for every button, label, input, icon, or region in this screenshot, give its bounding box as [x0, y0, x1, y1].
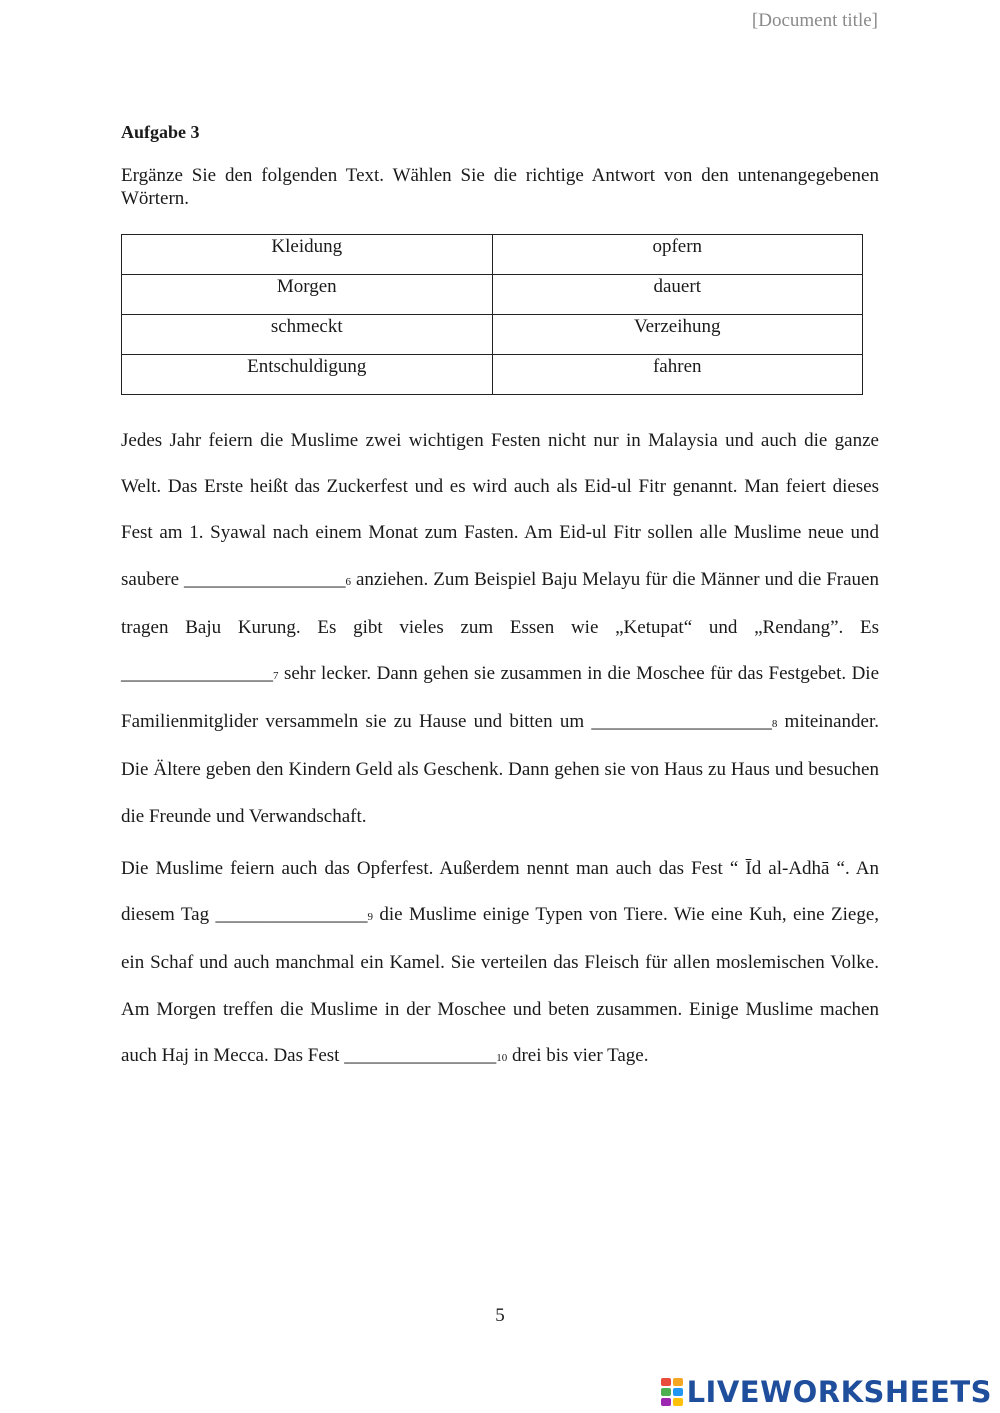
blank-number-9: 9 — [367, 911, 373, 924]
blank-10[interactable]: ________________ — [344, 1044, 497, 1066]
word-cell: fahren — [492, 355, 863, 395]
word-cell: Morgen — [122, 275, 493, 315]
word-cell: Entschuldigung — [122, 355, 493, 395]
text-segment: drei bis vier Tage. — [507, 1044, 649, 1066]
word-bank-table — [121, 234, 863, 395]
table-row — [122, 235, 863, 275]
word-cell: schmeckt — [122, 315, 493, 355]
task-heading: Aufgabe 3 — [121, 122, 200, 142]
table-row — [122, 315, 863, 355]
table-row — [122, 275, 863, 315]
text-segment: sehr lecker. Dann gehen sie zusammen in die Moschee für das Festgebet. Die Familienmitglider versammeln sie zu Hause und bitten um — [121, 663, 879, 733]
text-segment: die Muslime einige Typen von Tiere. Wie eine Kuh, eine Ziege, ein Schaf und auch manchmal ein Kamel. Sie verteilen das Fleisch für allen moslemischen Volke. Am Morgen treffen die Muslime in der Moschee und beten zusammen. Einige Muslime machen auch Haj in Mecca. Das Fest — [121, 904, 880, 1066]
page-number: 5 — [495, 1305, 505, 1326]
document-title: [Document title] — [751, 10, 878, 31]
blank-number-8: 8 — [771, 718, 778, 731]
word-cell: Kleidung — [122, 235, 493, 275]
liveworksheets-mark-icon — [661, 1378, 683, 1406]
text-segment: Jedes Jahr feiern die Muslime zwei wichtigen Festen nicht nur in Malaysia und auch die ganze Welt. Das Erste heißt das Zuckerfest und es wird auch als Eid-ul Fitr genannt. Man feiert dieses Fest am 1. Syawal nach einem Monat zum Fasten. Am Eid-ul Fitr sollen alle Muslime neue und saubere — [121, 430, 879, 590]
word-cell: opfern — [492, 235, 863, 275]
blank-number-7: 7 — [273, 670, 279, 683]
brand-name: LIVEWORKSHEETS — [686, 1375, 992, 1409]
word-cell: dauert — [492, 275, 863, 315]
blank-8[interactable]: ___________________ — [591, 711, 772, 733]
blank-number-10: 10 — [496, 1051, 508, 1064]
task-instruction: Ergänze Sie den folgenden Text. Wählen Sie die richtige Antwort von den untenangegebenen Wörtern. — [121, 165, 879, 209]
text-segment: anziehen. Zum Beispiel Baju Melayu für die Männer und die Frauen tragen Baju Kurung. Es gibt vieles zum Essen wie „Ketupat“ und „Rendang”. Es — [121, 568, 879, 638]
text-segment: miteinander. Die Ältere geben den Kindern Geld als Geschenk. Dann gehen sie von Haus zu Haus und besuchen die Freunde und Verwandschaft. — [121, 711, 879, 827]
blank-number-6: 6 — [345, 575, 351, 588]
paragraph-eid-ul-fitr — [121, 418, 879, 840]
paragraph-opferfest — [121, 846, 879, 1081]
blank-9[interactable]: ________________ — [215, 904, 368, 926]
text-segment: Die Muslime feiern auch das Opferfest. Außerdem nennt man auch das Fest “ Īd al-Adhā “. An diesem Tag — [121, 858, 879, 926]
blank-7[interactable]: ________________ — [121, 663, 273, 685]
blank-6[interactable]: _________________ — [184, 568, 346, 590]
liveworksheets-logo — [661, 1375, 992, 1409]
table-row — [122, 355, 863, 395]
word-cell: Verzeihung — [492, 315, 863, 355]
